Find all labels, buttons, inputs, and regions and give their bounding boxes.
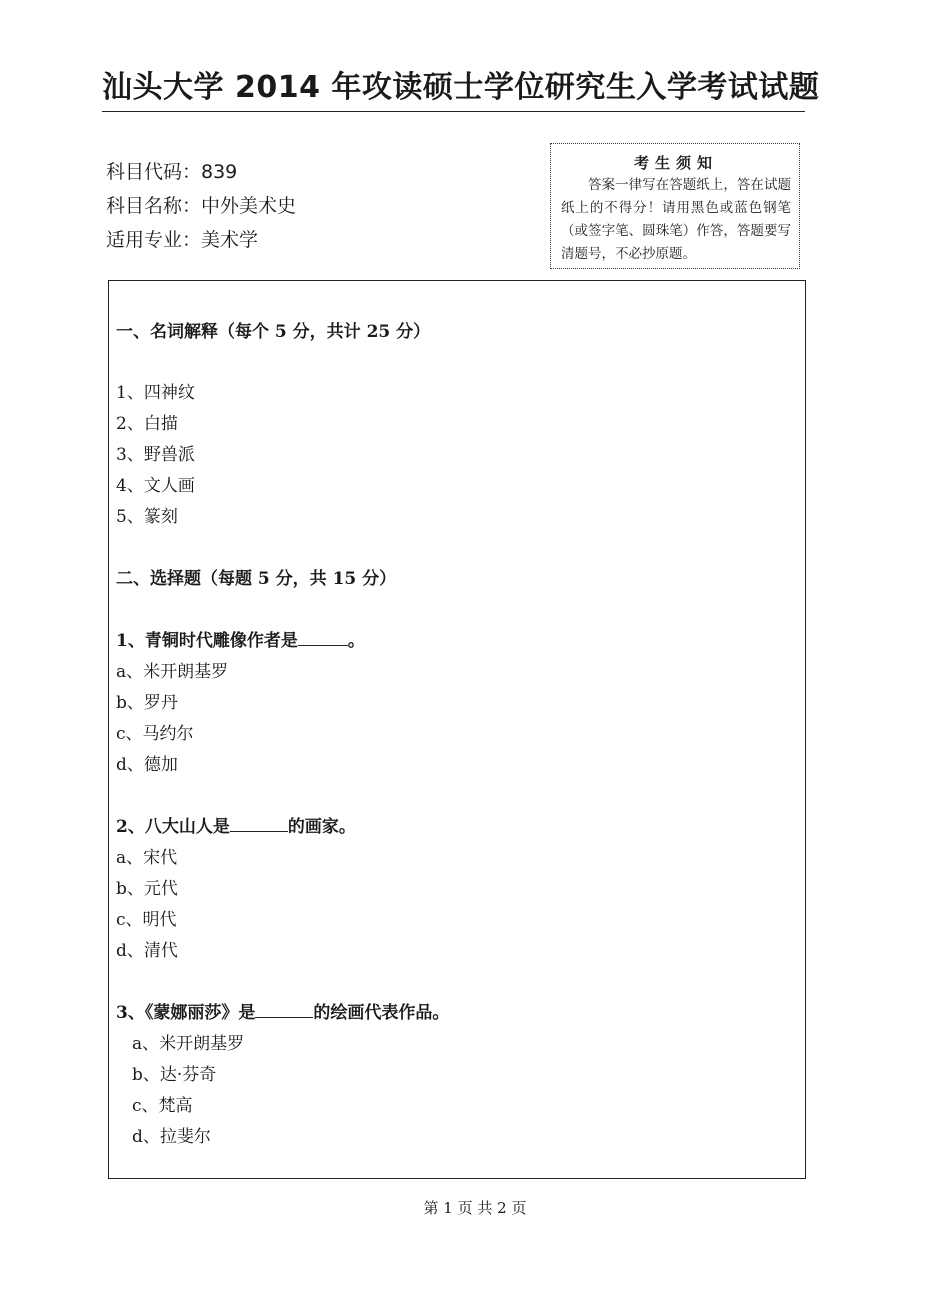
list-item: 2、白描 (116, 414, 178, 434)
question-stem-end: 的画家。 (287, 817, 356, 837)
title-underline (102, 111, 805, 112)
option-item: d、拉斐尔 (132, 1127, 211, 1147)
list-item: 3、野兽派 (116, 445, 195, 465)
notice-title: 考生须知 (633, 154, 718, 172)
section-heading-multiple-choice: 二、选择题（每题 5 分，共 15 分） (116, 569, 397, 589)
question-stem: 1、青铜时代雕像作者是 (116, 631, 298, 651)
answer-blank (255, 1003, 313, 1018)
answer-blank (298, 631, 348, 646)
answer-blank (230, 817, 288, 832)
option-item: d、清代 (116, 941, 178, 961)
option-item: c、梵高 (132, 1096, 193, 1116)
option-item: b、元代 (116, 879, 178, 899)
list-item: 5、篆刻 (116, 507, 178, 527)
subject-info (106, 155, 296, 257)
list-item: 1、四神纹 (116, 383, 195, 403)
list-item: 4、文人画 (116, 476, 195, 496)
section-heading-definitions: 一、名词解释（每个 5 分，共计 25 分） (116, 322, 431, 342)
exam-title: 汕头大学 2014 年攻读硕士学位研究生入学考试试题 (102, 70, 820, 105)
question-stem-end: 的绘画代表作品。 (313, 1003, 450, 1023)
option-item: d、德加 (116, 755, 178, 775)
notice-body: 答案一律写在答题纸上，答在试题纸上的不得分！请用黑色或蓝色钢笔（或签字笔、圆珠笔）作答，答题要写清题号，不必抄原题。 (561, 177, 791, 262)
option-item: a、宋代 (116, 848, 178, 868)
question-stem: 3、《蒙娜丽莎》是 (116, 1003, 256, 1023)
option-item: b、达·芬奇 (132, 1065, 217, 1085)
option-item: b、罗丹 (116, 693, 178, 713)
option-item: c、明代 (116, 910, 177, 930)
page-number: 第 1 页 共 2 页 (423, 1199, 527, 1217)
option-item: c、马约尔 (116, 724, 194, 744)
applicable-major: 适用专业：美术学 (106, 229, 259, 251)
option-item: a、米开朗基罗 (116, 662, 229, 682)
subject-name: 科目名称：中外美术史 (106, 195, 297, 217)
question-stem-end: 。 (347, 631, 365, 651)
question-1 (116, 626, 365, 651)
option-item: a、米开朗基罗 (132, 1034, 245, 1054)
question-3 (116, 998, 449, 1023)
question-stem: 2、八大山人是 (116, 817, 230, 837)
question-2 (116, 812, 356, 837)
subject-code: 科目代码：839 (106, 161, 238, 183)
candidate-notice-box (550, 143, 800, 269)
